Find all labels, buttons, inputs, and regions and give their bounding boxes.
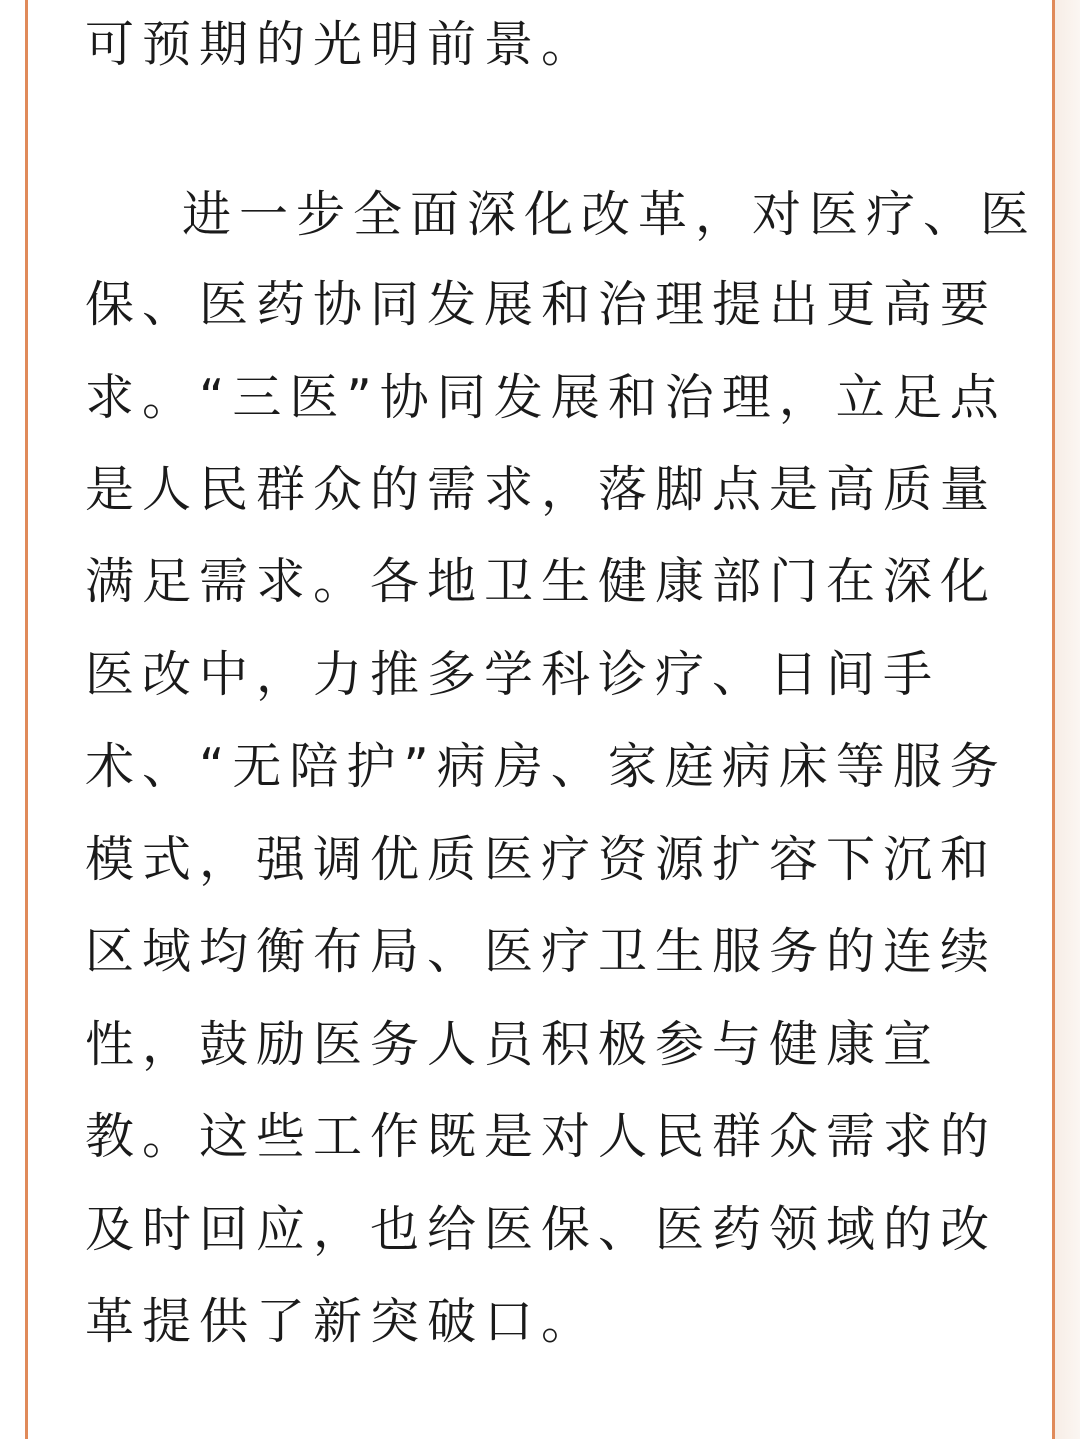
left-border-line [25, 0, 28, 1439]
paragraph-line: 保、医药协同发展和治理提出更高要 [85, 276, 998, 333]
paragraph-line: 求。“三医”协同发展和治理，立足点 [85, 369, 1007, 426]
paragraph-line: 模式，强调优质医疗资源扩容下沉和 [85, 831, 998, 888]
paragraph-line: 革提供了新突破口。 [85, 1293, 599, 1350]
paragraph-line: 教。这些工作既是对人民群众需求的 [85, 1108, 998, 1165]
paragraph-line: 性，鼓励医务人员积极参与健康宣 [85, 1016, 941, 1073]
right-border-shade [1055, 0, 1080, 1439]
paragraph-line: 是人民群众的需求，落脚点是高质量 [85, 461, 998, 518]
paragraph-line: 区域均衡布局、医疗卫生服务的连续 [85, 923, 998, 980]
paragraph-line: 术、“无陪护”病房、家庭病床等服务 [85, 738, 1007, 795]
paragraph-line: 及时回应，也给医保、医药领域的改 [85, 1201, 998, 1258]
paragraph-line: 医改中，力推多学科诊疗、日间手 [85, 646, 941, 703]
intro-tail-line: 可预期的光明前景。 [85, 16, 599, 73]
paragraph-line: 进一步全面深化改革，对医疗、医 [182, 186, 1038, 243]
paragraph-line: 满足需求。各地卫生健康部门在深化 [85, 553, 998, 610]
